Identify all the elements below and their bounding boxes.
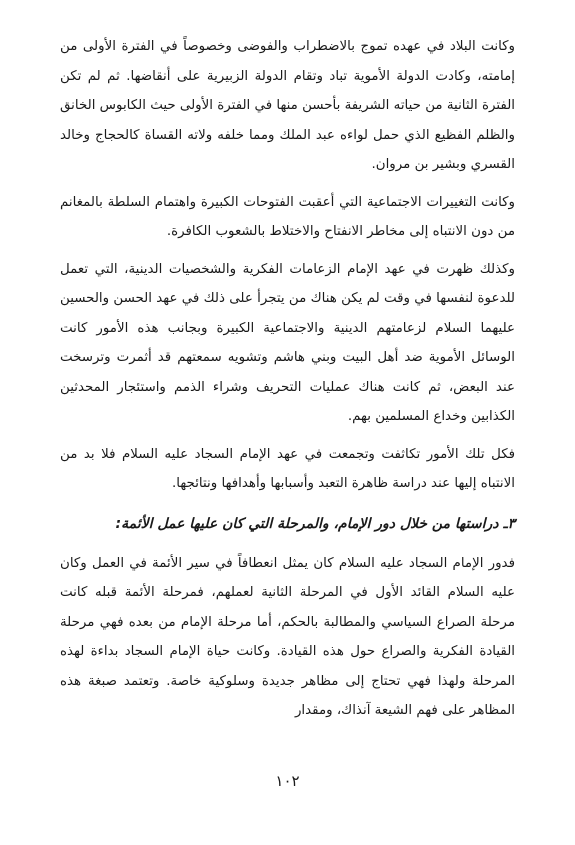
section-paragraph: فدور الإمام السجاد عليه السلام كان يمثل انعطافاً في سير الأئمة في العمل وكان عليه السلام القائد الأول في المرحلة الثانية لعملهم، فمرحلة الأئمة قبله كانت مرحلة الصراع السياسي والمطالبة بالحكم، أما مرحلة الإمام من بعده فهي مرحلة القيادة الفكرية والصراع حول هذه القيادة. وكانت حياة الإمام السجاد بداءة لهذه المرحلة ولهذا فهي تحتاج إلى مظاهر جديدة وسلوكية خاصة. وتعتمد صبغة هذه المظاهر على فهم الشيعة آنذاك، ومقدار (60, 555, 515, 718)
body-paragraph: فكل تلك الأمور تكاثفت وتجمعت في عهد الإمام السجاد عليه السلام فلا بد من الانتباه إليها عند دراسة ظاهرة التعبد وأسبابها وأهدافها ونتائجها. (60, 446, 515, 491)
body-paragraph: وكانت التغييرات الاجتماعية التي أعقبت الفتوحات الكبيرة واهتمام السلطة بالمغانم من دون الانتباه إلى مخاطر الانفتاح والاختلاط بالشعوب الكافرة. (60, 194, 515, 239)
section-heading: ٣ـ دراستها من خلال دور الإمام، والمرحلة التي كان عليها عمل الأئمة: (115, 515, 515, 532)
body-paragraph: وكذلك ظهرت في عهد الإمام الزعامات الفكرية والشخصيات الدينية، التي تعمل للدعوة لنفسها في وقت لم يكن هناك من يتجرأ على ذلك في عهد الحسن والحسين عليهما السلام لزعامتهم الدينية والاجتماعية الكبيرة وبجانب هذه الأمور كانت الوسائل الأموية ضد أهل البيت وبني هاشم وتشويه سمعتهم قد أثمرت وترسخت عند البعض، ثم كانت هناك عمليات التحريف وشراء الذمم واستئجار المحدثين الكذابين وخداع المسلمين بهم. (60, 261, 515, 424)
page-number: ١٠٢ (275, 772, 300, 790)
body-paragraph: وكانت البلاد في عهده تموج بالاضطراب والفوضى وخصوصاً في الفترة الأولى من إمامته، وكادت الدولة الأموية تباد وتقام الدولة الزبيرية على أنقاضها. ثم لم تكن الفترة الثانية من حياته الشريفة بأحسن منها في الفترة الأولى حيث الكابوس الخانق والظلم الفظيع الذي حمل لواءه عبد الملك ومما خلفه ولاته القساة كالحجاج وخالد القسري وبشير بن مروان. (60, 39, 515, 172)
